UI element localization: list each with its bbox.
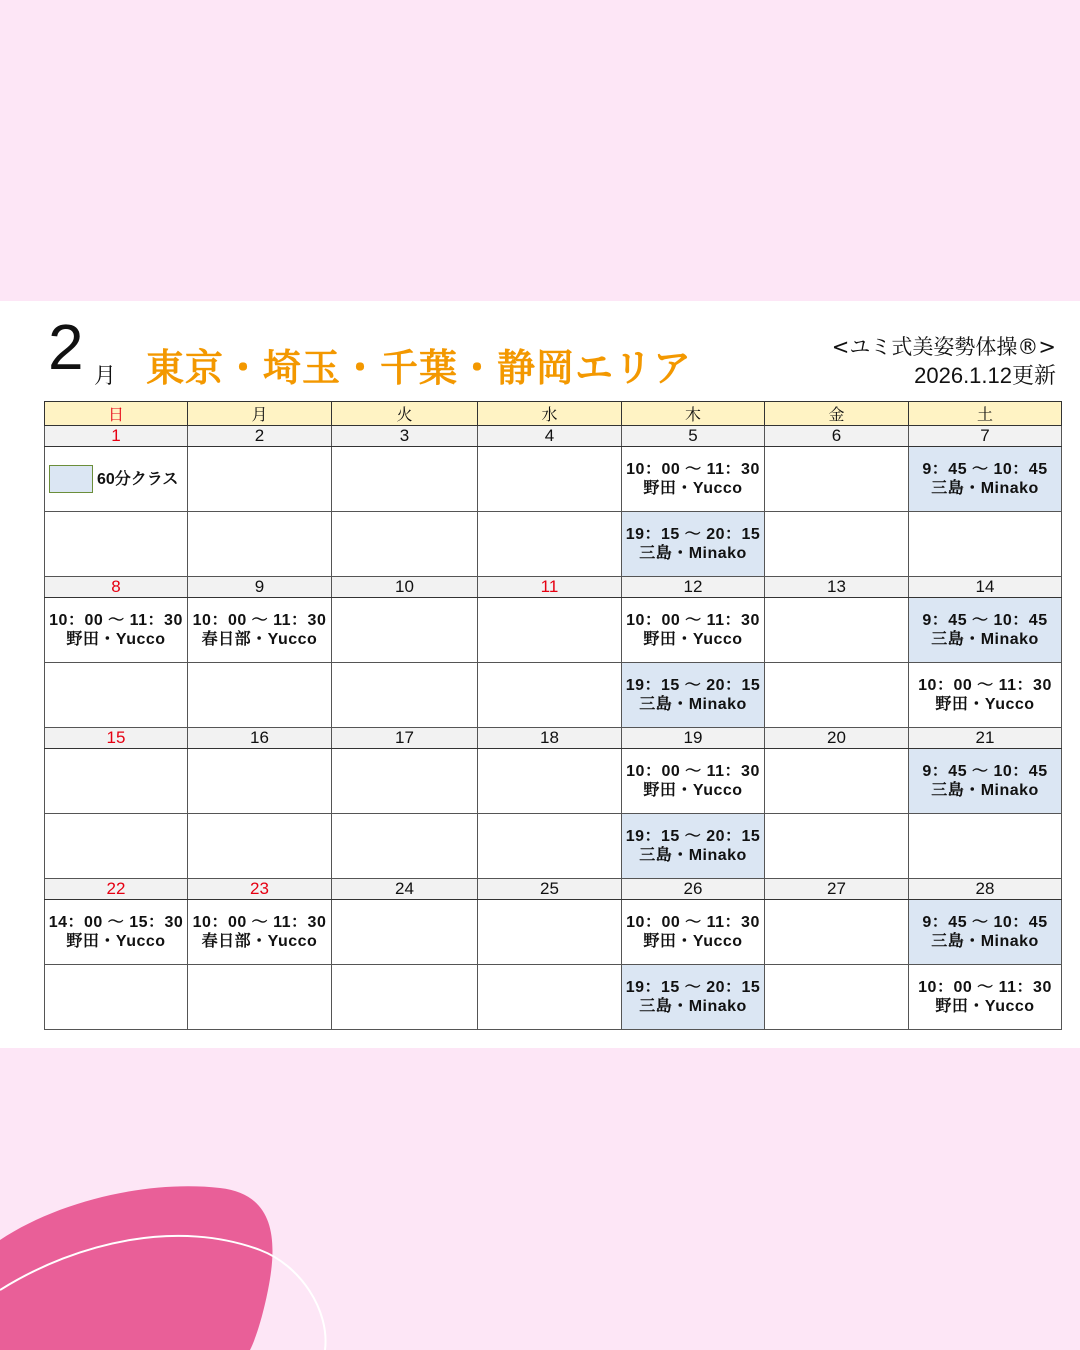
class-slot-row [45,965,1062,1030]
date-cell-fri: 20 [765,728,909,749]
class-location-instructor: 三島・Minako [931,480,1039,497]
slot-cell-tue [332,512,478,577]
class-time: 9：45 〜 10：45 [922,914,1048,931]
slot-cell-sun [45,512,188,577]
slot-cell-sat [909,900,1062,965]
slot-cell-wed [478,512,622,577]
class-time: 10：00 〜 11：30 [918,979,1052,996]
slot-cell-thu [622,900,765,965]
slot-cell-fri [765,512,909,577]
slot-cell-mon [188,749,332,814]
class-location-instructor: 野田・Yucco [66,933,166,950]
date-cell-tue: 3 [332,426,478,447]
legend-label: 60分クラス [97,470,179,488]
slot-cell-mon [188,663,332,728]
slot-cell-sat [909,965,1062,1030]
class-slot-row [45,663,1062,728]
date-cell-wed: 18 [478,728,622,749]
slot-cell-mon [188,447,332,512]
weekday-tue: 火 [332,402,478,426]
class-location-instructor: 野田・Yucco [935,696,1035,713]
slot-cell-sun [45,663,188,728]
slot-cell-thu [622,965,765,1030]
class-time: 10：00 〜 11：30 [626,763,760,780]
slot-cell-fri [765,814,909,879]
slot-cell-wed [478,598,622,663]
date-cell-mon: 9 [188,577,332,598]
date-cell-sun: 15 [45,728,188,749]
class-time: 10：00 〜 11：30 [626,461,760,478]
date-cell-tue: 10 [332,577,478,598]
class-time: 9：45 〜 10：45 [922,461,1048,478]
date-cell-sun: 8 [45,577,188,598]
slot-cell-tue [332,749,478,814]
slot-cell-sat [909,749,1062,814]
class-time: 19：15 〜 20：15 [625,677,761,694]
slot-cell-sun [45,749,188,814]
legend [45,465,187,493]
date-cell-sun: 1 [45,426,188,447]
date-cell-mon: 23 [188,879,332,900]
class-location-instructor: 野田・Yucco [643,782,743,799]
date-cell-sat: 28 [909,879,1062,900]
class-time: 19：15 〜 20：15 [625,526,761,543]
slot-cell-fri [765,598,909,663]
slot-cell-sun [45,900,188,965]
date-cell-wed: 25 [478,879,622,900]
weekday-fri: 金 [765,402,909,426]
date-cell-mon: 2 [188,426,332,447]
class-time: 14：00 〜 15：30 [48,914,184,931]
slot-cell-tue [332,965,478,1030]
legend-cell [45,447,188,512]
date-row [45,426,1062,447]
class-location-instructor: 三島・Minako [639,998,747,1015]
class-time: 10：00 〜 11：30 [192,914,327,931]
slot-cell-sun [45,598,188,663]
slot-cell-tue [332,900,478,965]
date-cell-fri: 13 [765,577,909,598]
class-time: 10：00 〜 11：30 [49,612,183,629]
date-cell-thu: 19 [622,728,765,749]
date-cell-sat: 14 [909,577,1062,598]
weekday-sun: 日 [45,402,188,426]
slot-cell-wed [478,814,622,879]
class-slot-row [45,512,1062,577]
slot-cell-thu [622,663,765,728]
slot-cell-fri [765,900,909,965]
class-location-instructor: 三島・Minako [931,631,1039,648]
class-location-instructor: 野田・Yucco [643,933,743,950]
class-time: 9：45 〜 10：45 [922,612,1048,629]
class-location-instructor: 三島・Minako [639,696,747,713]
date-cell-thu: 5 [622,426,765,447]
slot-cell-sat [909,814,1062,879]
class-slot-row [45,749,1062,814]
class-time: 9：45 〜 10：45 [922,763,1048,780]
weekday-sat: 土 [909,402,1062,426]
slot-cell-tue [332,598,478,663]
slot-cell-fri [765,663,909,728]
weekday-thu: 木 [622,402,765,426]
date-cell-sat: 21 [909,728,1062,749]
date-cell-wed: 11 [478,577,622,598]
date-row [45,879,1062,900]
date-cell-thu: 26 [622,879,765,900]
calendar-table [44,401,1062,1030]
month-unit: 月 [94,364,117,389]
weeks-body [45,426,1062,1030]
class-time: 10：00 〜 11：30 [192,612,327,629]
class-location-instructor: 春日部・Yucco [201,933,318,950]
class-time: 19：15 〜 20：15 [625,979,761,996]
class-location-instructor: 三島・Minako [639,545,747,562]
slot-cell-sat [909,598,1062,663]
decorative-blob [0,1180,340,1350]
slot-cell-sat [909,512,1062,577]
weekday-mon: 月 [188,402,332,426]
slot-cell-mon [188,900,332,965]
class-location-instructor: 三島・Minako [639,847,747,864]
slot-cell-wed [478,900,622,965]
class-slot-row [45,814,1062,879]
slot-cell-thu [622,512,765,577]
date-cell-wed: 4 [478,426,622,447]
area-title: 東京・埼玉・千葉・静岡エリア [146,346,693,390]
class-time: 10：00 〜 11：30 [918,677,1052,694]
class-time: 10：00 〜 11：30 [626,612,760,629]
month-number: 2 [48,311,84,383]
weekday-wed: 水 [478,402,622,426]
date-cell-mon: 16 [188,728,332,749]
class-slot-row [45,598,1062,663]
slot-cell-tue [332,814,478,879]
slot-cell-sat [909,663,1062,728]
slot-cell-wed [478,447,622,512]
slot-cell-thu [622,749,765,814]
brand-name: <ユミ式美姿勢体操®> [831,335,1056,359]
date-cell-sun: 22 [45,879,188,900]
weekday-header-row [45,402,1062,426]
slot-cell-wed [478,965,622,1030]
date-row [45,577,1062,598]
class-location-instructor: 三島・Minako [931,933,1039,950]
date-cell-tue: 17 [332,728,478,749]
legend-swatch [49,465,93,493]
slot-cell-thu [622,447,765,512]
slot-cell-tue [332,447,478,512]
class-time: 10：00 〜 11：30 [626,914,760,931]
schedule-sheet [0,301,1080,1048]
date-cell-fri: 27 [765,879,909,900]
date-cell-tue: 24 [332,879,478,900]
slot-cell-sun [45,814,188,879]
slot-cell-mon [188,814,332,879]
class-location-instructor: 野田・Yucco [66,631,166,648]
updated-date: 2026.1.12更新 [914,363,1056,388]
slot-cell-sat [909,447,1062,512]
slot-cell-mon [188,512,332,577]
slot-cell-sun [45,965,188,1030]
slot-cell-wed [478,663,622,728]
date-cell-fri: 6 [765,426,909,447]
slot-cell-mon [188,598,332,663]
class-location-instructor: 野田・Yucco [935,998,1035,1015]
class-location-instructor: 野田・Yucco [643,631,743,648]
class-slot-row [45,900,1062,965]
slot-cell-thu [622,814,765,879]
slot-cell-mon [188,965,332,1030]
slot-cell-tue [332,663,478,728]
date-row [45,728,1062,749]
class-location-instructor: 野田・Yucco [643,480,743,497]
slot-cell-wed [478,749,622,814]
class-slot-row [45,447,1062,512]
slot-cell-fri [765,749,909,814]
date-cell-sat: 7 [909,426,1062,447]
slot-cell-thu [622,598,765,663]
date-cell-thu: 12 [622,577,765,598]
class-location-instructor: 春日部・Yucco [201,631,318,648]
slot-cell-fri [765,965,909,1030]
class-time: 19：15 〜 20：15 [625,828,761,845]
class-location-instructor: 三島・Minako [931,782,1039,799]
slot-cell-fri [765,447,909,512]
